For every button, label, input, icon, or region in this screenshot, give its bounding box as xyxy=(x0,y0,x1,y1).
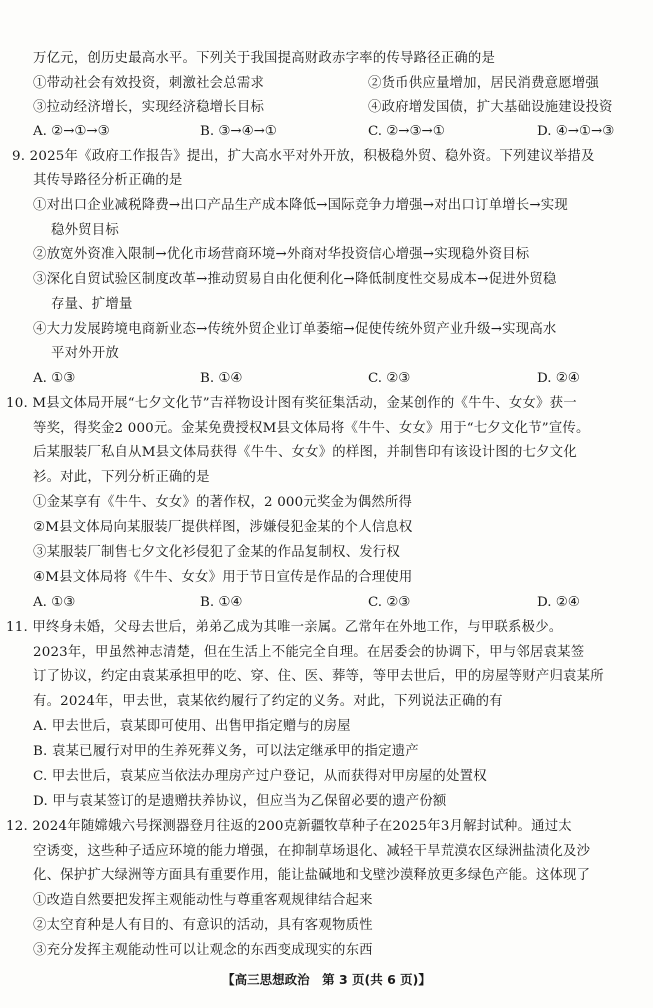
q10-option-b: B. ①④ xyxy=(200,595,243,610)
q10-stem-line-4: 衫。对此，下列分析正确的是 xyxy=(33,470,210,485)
page-footer: 【高三思想政治 第 3 页(共 6 页)】 xyxy=(222,972,431,987)
q12-item-2: ②太空育种是人有目的、有意识的活动，具有客观物质性 xyxy=(33,918,373,933)
q9-item-4-line-1: ④大力发展跨境电商新业态→传统外贸企业订单萎缩→促使传统外贸产业升级→实现高水 xyxy=(33,322,557,337)
q8-item-1: ①带动社会有效投资，刺激社会总需求 xyxy=(33,76,265,91)
q10-stem-line-1: 10. M县文体局开展“七夕文化节”吉祥物设计图有奖征集活动，金某创作的《牛牛、女女》获一 xyxy=(6,396,577,411)
q9-item-1-line-1: ①对出口企业减税降费→出口产品生产成本降低→国际竞争力增强→对出口订单增长→实现 xyxy=(33,198,568,213)
q8-item-3: ③拉动经济增长，实现经济稳增长目标 xyxy=(33,100,265,115)
q12-item-1: ①改造自然要把发挥主观能动性与尊重客观规律结合起来 xyxy=(33,893,373,908)
q9-option-d: D. ②④ xyxy=(537,371,580,386)
q9-item-4-line-2: 平对外开放 xyxy=(51,346,119,361)
q8-stem-tail: 万亿元，创历史最高水平。下列关于我国提高财政赤字率的传导路径正确的是 xyxy=(33,51,496,66)
q10-item-2: ②M县文体局向某服装厂提供样图，涉嫌侵犯金某的个人信息权 xyxy=(33,520,413,535)
q9-option-b: B. ①④ xyxy=(200,371,243,386)
q10-option-a: A. ①③ xyxy=(33,595,76,610)
q9-item-1-line-2: 稳外贸目标 xyxy=(51,223,119,238)
q9-stem-line-2: 其传导路径分析正确的是 xyxy=(33,173,183,188)
q10-option-d: D. ②④ xyxy=(537,595,580,610)
q12-stem-line-1: 12. 2024年随嫦娥六号探测器登月往返的200克新疆牧草种子在2025年3月解封试种。通过太 xyxy=(6,819,572,834)
q10-stem-line-2: 等奖，得奖金2 000元。金某免费授权M县文体局将《牛牛、女女》用于“七夕文化节”宣传。 xyxy=(33,421,590,436)
q10-item-1: ①金某享有《牛牛、女女》的著作权，2 000元奖金为偶然所得 xyxy=(33,495,413,510)
q9-stem-line-1: 9. 2025年《政府工作报告》提出，扩大高水平对外开放，积极稳外贸、稳外资。下列建议举措及 xyxy=(12,149,595,164)
q11-stem-line-4: 有。2024年，甲去世，袁某依约履行了约定的义务。对此，下列说法正确的有 xyxy=(33,694,503,709)
q12-stem-line-3: 化、保护扩大绿洲等方面具有重要作用，能让盐碱地和戈壁沙漠释放更多绿色产能。这体现了 xyxy=(33,868,591,883)
q11-option-c: C. 甲去世后，袁某应当依法办理房产过户登记，从而获得对甲房屋的处置权 xyxy=(33,769,487,784)
q9-option-c: C. ②③ xyxy=(368,371,411,386)
q8-option-b: B. ③→④→① xyxy=(200,124,277,139)
q11-stem-line-3: 订了协议，约定由袁某承担甲的吃、穿、住、医、葬等，等甲去世后，甲的房屋等财产归袁某所 xyxy=(33,669,604,684)
q11-stem-line-2: 2023年，甲虽然神志清楚，但在生活上不能完全自理。在居委会的协调下，甲与邻居袁某签 xyxy=(33,645,585,660)
q9-item-3-line-2: 存量、扩增量 xyxy=(51,297,133,312)
q10-item-3: ③某服装厂制售七夕文化衫侵犯了金某的作品复制权、发行权 xyxy=(33,545,400,560)
q8-option-a: A. ②→①→③ xyxy=(33,124,110,139)
q9-item-3-line-1: ③深化自贸试验区制度改革→推动贸易自由化便利化→降低制度性交易成本→促进外贸稳 xyxy=(33,272,557,287)
q12-item-3: ③充分发挥主观能动性可以让观念的东西变成现实的东西 xyxy=(33,943,373,958)
q8-option-c: C. ②→③→① xyxy=(368,124,445,139)
q8-item-4: ④政府增发国债，扩大基础设施建设投资 xyxy=(368,100,613,115)
q10-item-4: ④M县文体局将《牛牛、女女》用于节日宣传是作品的合理使用 xyxy=(33,570,413,585)
q9-option-a: A. ①③ xyxy=(33,371,76,386)
q11-option-b: B. 袁某已履行对甲的生养死葬义务，可以法定继承甲的指定遗产 xyxy=(33,744,419,759)
q9-item-2: ②放宽外资准入限制→优化市场营商环境→外商对华投资信心增强→实现稳外资目标 xyxy=(33,247,530,262)
q10-option-c: C. ②③ xyxy=(368,595,411,610)
q11-option-d: D. 甲与袁某签订的是遗赠扶养协议，但应当为乙保留必要的遗产份额 xyxy=(33,794,447,809)
q10-stem-line-3: 后某服装厂私自从M县文体局获得《牛牛、女女》的样图，并制售印有该设计图的七夕文化 xyxy=(33,445,577,460)
q11-option-a: A. 甲去世后，袁某即可使用、出售甲指定赠与的房屋 xyxy=(33,719,351,734)
q8-option-d: D. ④→①→③ xyxy=(537,124,615,139)
q8-item-2: ②货币供应量增加，居民消费意愿增强 xyxy=(368,76,600,91)
q12-stem-line-2: 空诱变，这些种子适应环境的能力增强，在抑制草场退化、减轻干旱荒漠农区绿洲盐渍化及沙 xyxy=(33,844,591,859)
q11-stem-line-1: 11. 甲终身未婚，父母去世后，弟弟乙成为其唯一亲属。乙常年在外地工作，与甲联系极少。 xyxy=(6,620,563,635)
